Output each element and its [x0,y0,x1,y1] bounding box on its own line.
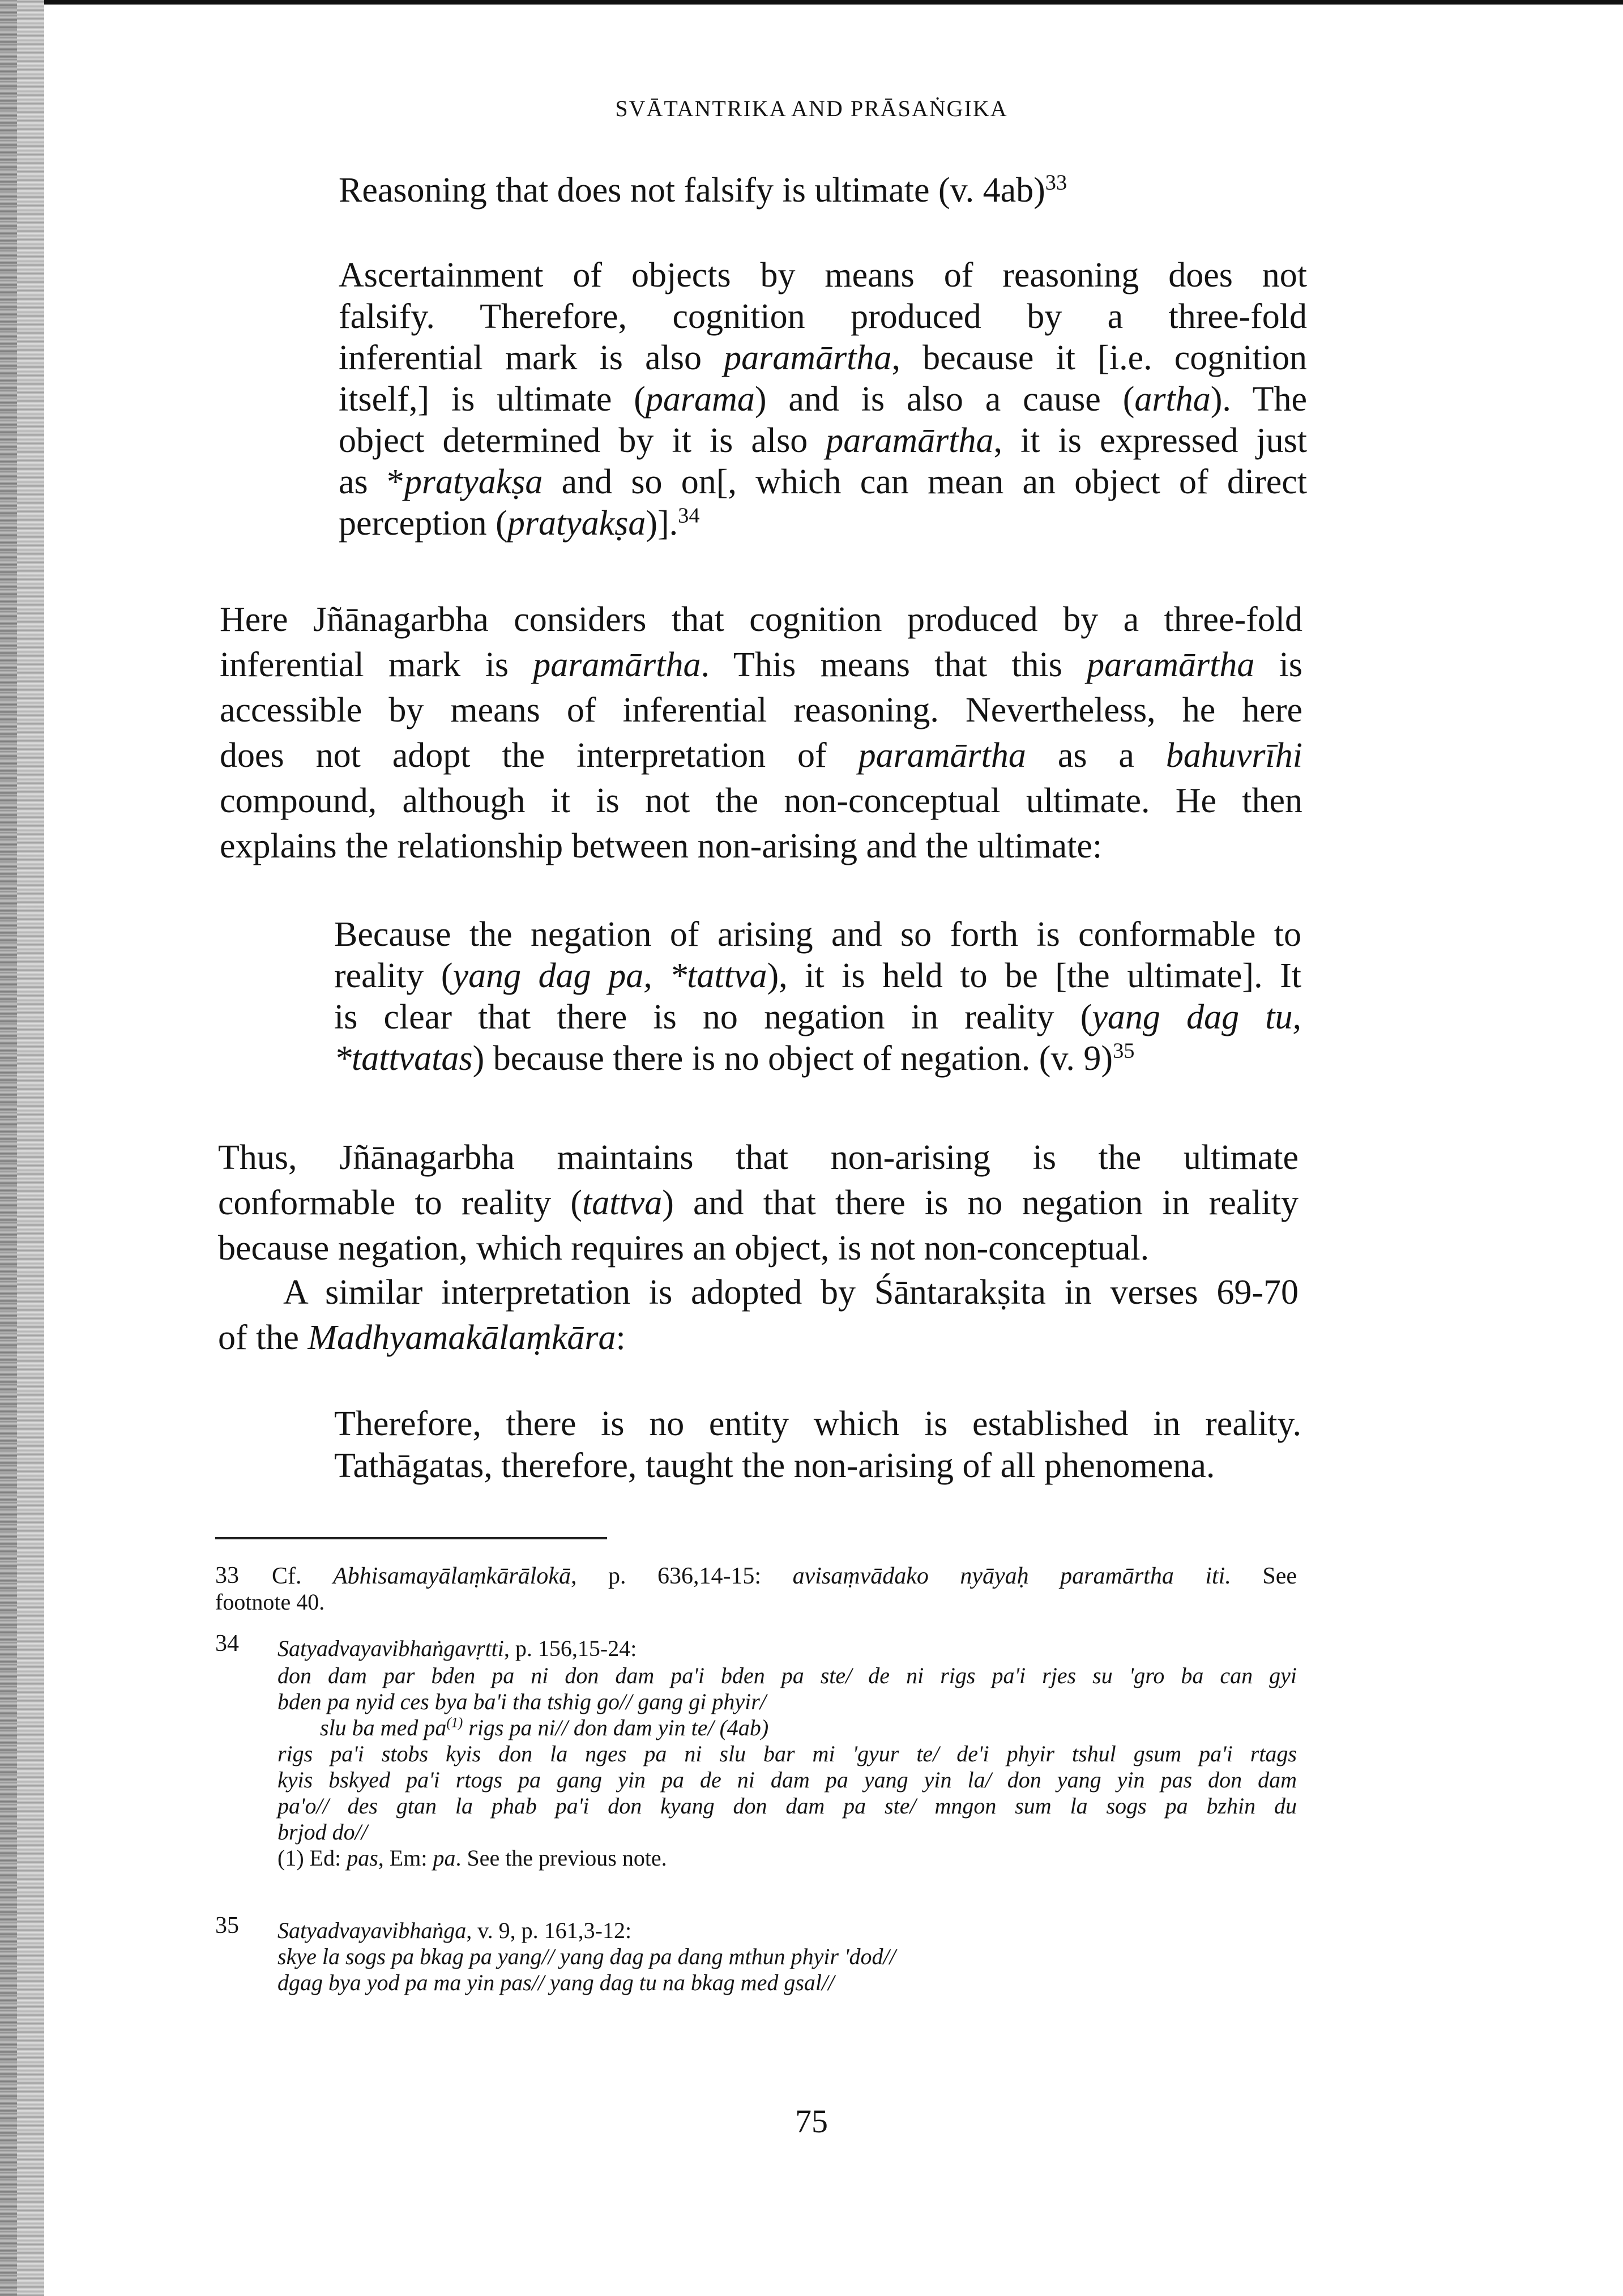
para1-line: explains the relationship between non-arising and the ultimate: [220,827,1103,865]
para1-line: compound, although it is not the non-conceptual ultimate. He then [220,782,1302,820]
para2-line: because negation, which requires an object, is not non-conceptual. [218,1229,1150,1268]
footnote-line: skye la sogs pa bkag pa yang// yang dag pa dang mthun phyir 'dod// [277,1944,896,1969]
para1-line: Here Jñānagarbha considers that cognition produced by a three-fold [220,600,1302,639]
page-number: 75 [795,2103,828,2140]
footnote-separator [215,1537,607,1539]
running-head: SVĀTANTRIKA AND PRĀSAṄGIKA [615,96,1008,121]
para1-line: inferential mark is paramārtha. This means that this paramārtha is [220,646,1303,684]
footnote-number: 34 [215,1631,239,1657]
block-quote-2 [334,914,1301,1084]
footnote-line: dgag bya yod pa ma yin pas// yang dag tu na bkag med gsal// [277,1970,835,1995]
footnote-line: pa'o// des gtan la phab pa'i don kyang don dam pa ste/ mngon sum la sogs pa bzhin du [277,1793,1297,1819]
scan-top-border [0,0,1623,5]
footnote-line: don dam par bden pa ni don dam pa'i bden pa ste/ de ni rigs pa'i rjes su 'gro ba can gyi [277,1663,1297,1688]
quote1-line: as *pratyakṣa and so on[, which can mean an object of direct [339,463,1307,501]
footnote-line: bden pa nyid ces bya ba'i tha tshig go// gang gi phyir/ [277,1689,766,1714]
quote3-line: Therefore, there is no entity which is established in reality. [334,1405,1301,1443]
footnote-34 [215,1630,1297,1913]
footnote-35 [215,1912,1297,2003]
quote1-line: itself,] is ultimate (parama) and is also a cause (artha). The [339,380,1307,419]
quote1-line: perception (pratyakṣa)].$^{34}$ [339,503,700,543]
quote1-line: falsify. Therefore, cognition produced by a three-fold [339,297,1307,336]
para1-line: accessible by means of inferential reasoning. Nevertheless, he here [220,691,1302,729]
footnote-line: Satyadvayavibhaṅga, v. 9, p. 161,3-12: [277,1918,632,1943]
quote3-line: Tathāgatas, therefore, taught the non-arising of all phenomena. [334,1446,1215,1485]
para2-line: Thus, Jñānagarbha maintains that non-arising is the ultimate [218,1138,1299,1177]
quote2-line: reality (yang dag pa, *tattva), it is held to be [the ultimate]. It [334,957,1301,995]
block-quote-1 [339,255,1307,549]
footnote-line: (1) Ed: pas, Em: pa. See the previous note. [277,1845,667,1871]
para2-line: conformable to reality (tattva) and that there is no negation in reality [218,1184,1299,1222]
footnote-ref-34: 34 [678,503,700,528]
footnote-ref-35: 35 [1113,1039,1135,1063]
footnote-number: 33 [215,1563,239,1589]
footnote-33 [215,1562,1297,1619]
block-quote-3 [334,1403,1301,1494]
footnote-line: slu ba med $pa^{(1)}$ rigs pa ni// don dam yin te/ (4ab) [320,1715,769,1740]
footnote-line: rigs pa'i stobs kyis don la nges pa ni slu bar mi 'gyur te/ de'i phyir tshul gsum pa'i rtags [277,1741,1297,1766]
para2-line: of the Madhyamakālaṃkāra: [218,1318,626,1357]
scan-binding-edge [0,0,44,2296]
scan-binding-shadow [0,0,17,2296]
para2-line: A similar interpretation is adopted by Śāntarakṣita in verses 69-70 [283,1273,1299,1312]
quote2-line: is clear that there is no negation in reality (yang dag tu, [334,998,1302,1036]
quote1-line: object determined by it is also paramārtha, it is expressed just [339,421,1308,460]
quote1-line: Ascertainment of objects by means of reasoning does not [339,256,1307,295]
para1-line: does not adopt the interpretation of paramārtha as a bahuvrīhi [220,736,1303,775]
quote2-line: *tattvatas) because there is no object of negation. (v. 9)$^{35}$ [334,1039,1135,1078]
verse-heading-text: Reasoning that does not falsify is ultimate (v. 4ab) [339,171,1045,210]
footnote-number: 35 [215,1913,239,1939]
body-paragraph-2 [218,1137,1299,1364]
quote2-line: Because the negation of arising and so forth is conformable to [334,915,1301,954]
footnote-line: Cf. Abhisamayālaṃkārālokā, p. 636,14-15: avisaṃvādako nyāyaḥ paramārtha iti. See [272,1563,1297,1589]
footnote-line: footnote 40. [215,1589,325,1615]
footnote-line: kyis bskyed pa'i rtogs pa gang yin pa de ni dam pa yang yin la/ don yang yin pas don dam [277,1767,1297,1793]
footnote-ref-33: 33 [1045,170,1067,195]
footnote-line: brjod do// [277,1819,368,1845]
quote1-line: inferential mark is also paramārtha, because it [i.e. cognition [339,339,1307,377]
footnote-line: Satyadvayavibhaṅgavṛtti, p. 156,15-24: [277,1636,637,1661]
body-paragraph-1 [220,599,1302,871]
